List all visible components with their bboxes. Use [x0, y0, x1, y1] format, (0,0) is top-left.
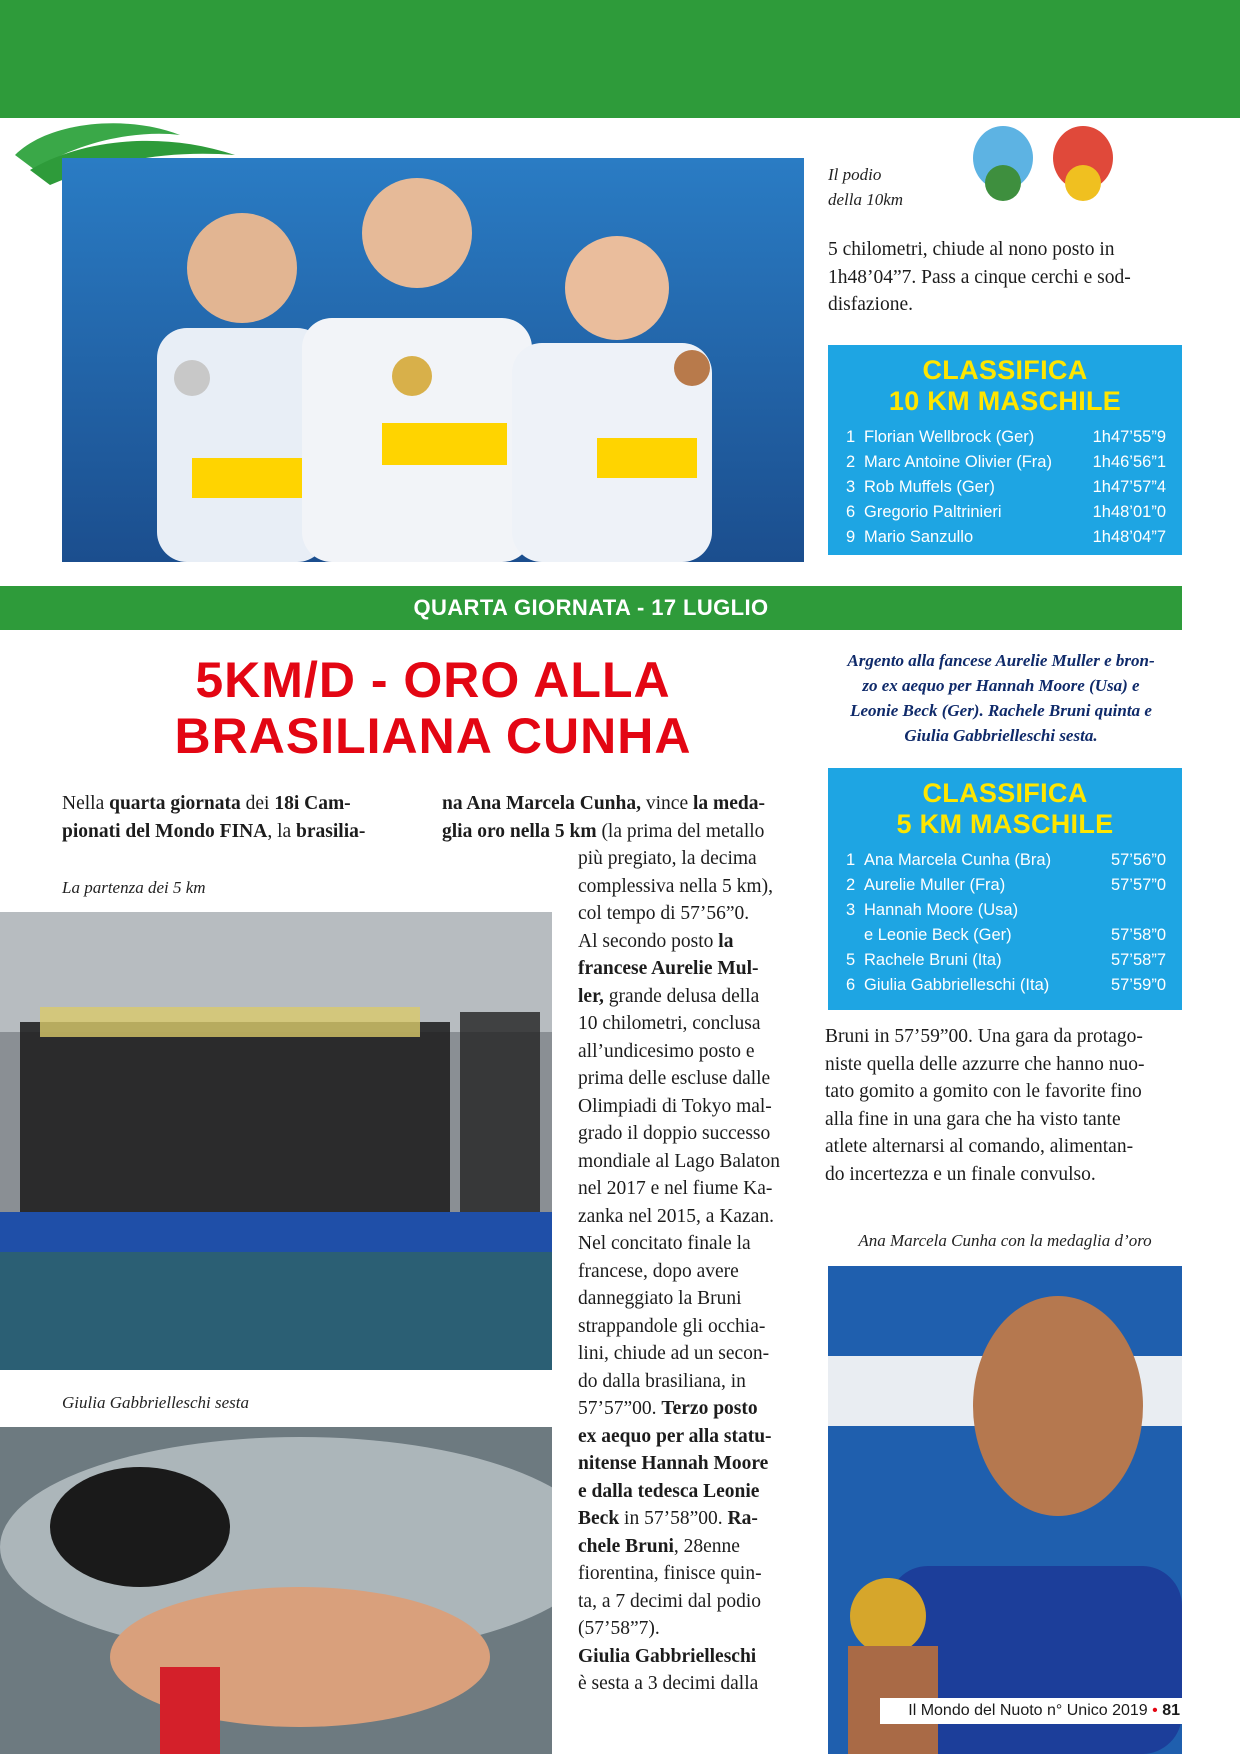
classifica-5km-row: [828, 898, 1182, 923]
lead-a: Nella: [62, 793, 110, 814]
col2-seg: Beck: [578, 1508, 620, 1529]
caption-partenza-text: La partenza dei 5 km: [62, 878, 206, 897]
row-pos: 3: [846, 901, 856, 919]
col2-seg: la: [718, 930, 734, 952]
col2-line: 10 chilometri, conclusa: [578, 1013, 761, 1034]
cunha-photo: [828, 1266, 1182, 1754]
article-col3: [825, 1023, 1183, 1188]
col2-head-d: glia oro nella 5 km: [442, 820, 597, 842]
col2-line: [578, 983, 800, 1011]
col2-head-a: na Ana Marcela Cunha,: [442, 793, 641, 814]
col2-head-c: la meda-: [692, 793, 766, 814]
continued-text: [828, 236, 1182, 319]
col2-seg: nitense Hannah Moore: [578, 1453, 769, 1474]
classifica-5km-row: [828, 873, 1182, 898]
swimmer-illustration: [0, 1427, 552, 1754]
caption-gabbrielleschi-text: Giulia Gabbrielleschi sesta: [62, 1393, 249, 1412]
col2-seg: e dalla tedesca Leonie: [578, 1480, 760, 1502]
col2-seg: chele Bruni: [578, 1535, 674, 1557]
col2-line: [578, 1395, 800, 1423]
cunha-illustration: [828, 1266, 1182, 1754]
row-pos: 2: [846, 876, 856, 894]
col2-line: zanka nel 2015, a Kazan.: [578, 1205, 774, 1227]
classifica-10km-box: [828, 345, 1182, 555]
col2-head-b: vince: [641, 793, 693, 814]
page-number: 81: [1162, 1702, 1180, 1719]
classifica-10km-title-2: 10 KM MASCHILE: [888, 386, 1122, 416]
row-time: 57’58”0: [1110, 926, 1166, 944]
col3-line: niste quella delle azzurre che hanno nuo-: [825, 1053, 1145, 1075]
intro-line: Leonie Beck (Ger). Rachele Bruni quinta e: [850, 701, 1152, 720]
col2-line: [578, 1478, 800, 1506]
lead-line-1: [62, 790, 428, 818]
col2-line: è sesta a 3 decimi dalla: [578, 1673, 759, 1694]
row-time: 1h48’01”0: [1092, 503, 1166, 521]
col2-line: [578, 1643, 800, 1671]
row-time: 57’57”0: [1110, 876, 1166, 894]
lead-col1: [62, 790, 428, 845]
col2-line: grado il doppio successo: [578, 1123, 771, 1144]
row-pos: 5: [846, 951, 856, 969]
col2-seg: francese Aurelie Mul-: [578, 958, 759, 979]
col3-line: atlete alternarsi al comando, alimentan-: [825, 1136, 1134, 1157]
col3-line: alla fine in una gara che ha visto tante: [825, 1108, 1121, 1130]
caption-podio-line-1: Il podio: [828, 165, 882, 184]
row-name: Florian Wellbrock (Ger): [864, 428, 1035, 446]
classifica-10km-row: [828, 500, 1182, 525]
row-name: Giulia Gabbrielleschi (Ita): [864, 976, 1050, 994]
row-name: Mario Sanzullo: [864, 528, 974, 546]
col2-line: all’undicesimo posto e: [578, 1040, 755, 1062]
col3-line: tato gomito a gomito con le favorite fino: [825, 1081, 1142, 1102]
swimmer-photo: [0, 1427, 552, 1754]
classifica-10km-row: [828, 525, 1182, 550]
row-name: Rachele Bruni (Ita): [864, 951, 1002, 969]
row-time: 1h48’04”7: [1092, 528, 1166, 546]
col2-line: mondiale al Lago Balaton: [578, 1150, 780, 1172]
caption-cunha: [828, 1228, 1182, 1253]
classifica-5km-box: [828, 768, 1182, 1010]
lead-e: pionati del Mondo FINA: [62, 820, 268, 842]
row-pos: 9: [846, 528, 856, 546]
row-time: 57’58”7: [1110, 951, 1166, 969]
classifica-10km-title: [828, 345, 1182, 417]
intro-line: Argento alla fancese Aurelie Muller e bron-: [847, 651, 1155, 670]
mascots-illustration: [928, 118, 1180, 206]
row-pos: 1: [846, 851, 856, 869]
caption-podio-line-2: della 10km: [828, 190, 904, 209]
article-col2: [578, 845, 800, 1698]
col2-line: [578, 1533, 800, 1561]
start-illustration: [0, 912, 552, 1370]
col2-line: prima delle escluse dalle: [578, 1068, 771, 1089]
footer-text: Il Mondo del Nuoto n° Unico 2019: [908, 1702, 1148, 1719]
section-title: QUARTA GIORNATA - 17 LUGLIO: [413, 595, 769, 620]
col2-line: più pregiato, la decima: [578, 848, 757, 869]
col2-seg: in 57’58”00.: [619, 1508, 728, 1529]
header-band: [0, 0, 1240, 118]
col2-head-line-1: [442, 790, 802, 818]
col2-line: fiorentina, finisce quin-: [578, 1563, 762, 1584]
footer: [880, 1698, 1186, 1724]
col2-seg: Giulia Gabbrielleschi: [578, 1645, 757, 1667]
col2-line: nel 2017 e nel fiume Ka-: [578, 1178, 773, 1199]
row-name: Aurelie Muller (Fra): [864, 876, 1006, 894]
col3-line: Bruni in 57’59”00. Una gara da protago-: [825, 1026, 1143, 1047]
continued-line: disfazione.: [828, 294, 914, 315]
row-time: 1h47’55”9: [1092, 428, 1166, 446]
col2-seg: Al secondo posto: [578, 930, 719, 952]
caption-podio-10km: [828, 162, 928, 212]
row-pos: 2: [846, 453, 856, 471]
row-time: 1h46’56”1: [1092, 453, 1166, 471]
headline-line-2: BRASILIANA CUNHA: [174, 708, 692, 764]
lead-c: dei: [240, 793, 275, 814]
col3-line: do incertezza e un finale convulso.: [825, 1163, 1096, 1185]
start-photo: [0, 912, 552, 1370]
continued-line: 5 chilometri, chiude al nono posto in: [828, 239, 1115, 260]
row-pos: 6: [846, 503, 856, 521]
intro-line: zo ex aequo per Hannah Moore (Usa) e: [862, 676, 1140, 695]
classifica-5km-title-2: 5 KM MASCHILE: [896, 809, 1114, 839]
classifica-5km-title: [828, 768, 1182, 840]
podium-photo: [62, 158, 804, 562]
lead-g: brasilia-: [296, 820, 366, 842]
col2-head-e: (la prima del metallo: [596, 820, 765, 842]
intro-text: [820, 648, 1182, 748]
classifica-10km-title-1: CLASSIFICA: [922, 355, 1088, 385]
lead-line-2: [62, 818, 428, 846]
col2-line: [578, 955, 800, 983]
col2-line: Nel concitato finale la: [578, 1233, 751, 1254]
row-time: 57’59”0: [1110, 976, 1166, 994]
mascots-photo: [928, 118, 1180, 206]
col2-seg: 57’57”00.: [578, 1398, 662, 1419]
classifica-5km-row: [828, 848, 1182, 873]
col2-seg: grande delusa della: [603, 985, 760, 1007]
col2-line: do dalla brasiliana, in: [578, 1370, 746, 1392]
col2-line: ta, a 7 decimi dal podio: [578, 1590, 762, 1612]
col2-line: [578, 1450, 800, 1478]
classifica-5km-title-1: CLASSIFICA: [922, 778, 1088, 808]
col2-line: strappandole gli occhia-: [578, 1315, 766, 1337]
row-pos: 6: [846, 976, 856, 994]
row-name: e Leonie Beck (Ger): [864, 926, 1012, 944]
col2-seg: Terzo posto: [661, 1398, 758, 1419]
section-bar: [0, 586, 1182, 630]
continued-line: 1h48’04”7. Pass a cinque cerchi e sod-: [828, 266, 1131, 288]
classifica-10km-row: [828, 475, 1182, 500]
col2-seg: ler,: [578, 985, 604, 1007]
caption-cunha-text: Ana Marcela Cunha con la medaglia d’oro: [858, 1231, 1152, 1250]
classifica-5km-row: [828, 948, 1182, 973]
caption-gabbrielleschi: [62, 1390, 442, 1415]
col2-line: col tempo di 57’56”0.: [578, 903, 750, 924]
footer-bullet: •: [1152, 1702, 1158, 1719]
col2-line: francese, dopo avere: [578, 1260, 739, 1282]
col2-seg: Ra-: [727, 1508, 758, 1529]
col2-line: lini, chiude ad un secon-: [578, 1343, 770, 1364]
lead-col2: [442, 790, 802, 845]
row-pos: 3: [846, 478, 856, 496]
row-name: Rob Muffels (Ger): [864, 478, 995, 496]
row-time: 57’56”0: [1110, 851, 1166, 869]
headline-line-1: 5KM/D - ORO ALLA: [195, 652, 671, 708]
row-name: Ana Marcela Cunha (Bra): [864, 851, 1052, 869]
col2-head-line-2: [442, 818, 802, 846]
classifica-10km-row: [828, 425, 1182, 450]
col2-line: [578, 1423, 800, 1451]
col2-line: (57’58”7).: [578, 1618, 660, 1639]
col2-line: [578, 1505, 800, 1533]
caption-partenza: [62, 875, 442, 900]
col2-line: Olimpiadi di Tokyo mal-: [578, 1095, 772, 1117]
intro-line: Giulia Gabbrielleschi sesta.: [904, 726, 1098, 745]
headline: [62, 652, 804, 764]
col2-seg: , 28enne: [673, 1535, 740, 1557]
row-name: Hannah Moore (Usa): [864, 901, 1019, 919]
col2-line: complessiva nella 5 km),: [578, 875, 773, 897]
row-name: Gregorio Paltrinieri: [864, 503, 1002, 521]
classifica-10km-row: [828, 450, 1182, 475]
classifica-5km-row: [828, 973, 1182, 998]
row-name: Marc Antoine Olivier (Fra): [864, 453, 1052, 471]
col2-line: danneggiato la Bruni: [578, 1288, 742, 1309]
row-time: 1h47’57”4: [1092, 478, 1166, 496]
col2-line: [578, 928, 800, 956]
podium-illustration: [62, 158, 804, 562]
lead-f: , la: [267, 820, 297, 842]
lead-b: quarta giornata: [109, 793, 241, 814]
classifica-5km-row: [828, 923, 1182, 948]
row-pos: 1: [846, 428, 856, 446]
col2-seg: ex aequo per alla statu-: [578, 1425, 772, 1447]
lead-d: 18i Cam-: [274, 793, 351, 814]
